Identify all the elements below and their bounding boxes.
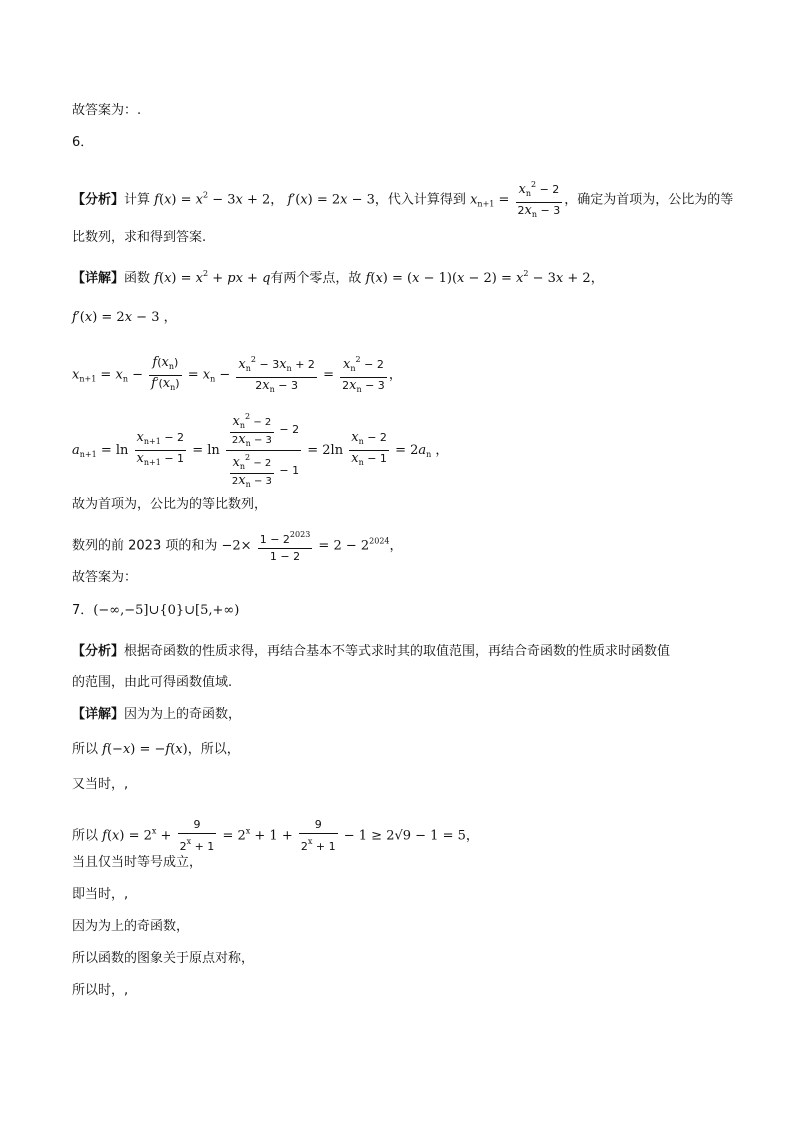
odd-function-line: 所以 f(−x) = −f(x)，所以，	[72, 742, 240, 757]
detail-7: 【详解】因为为上的奇函数，	[72, 707, 242, 722]
analysis-7: 【分析】根据奇函数的性质求得，再结合基本不等式求时其的取值范围，再结合奇函数的性质求时函数值	[72, 644, 671, 659]
inequality-line: 所以 $f(x) = 2^x$ + $\frac{9}{2^x + 1}$ = $2^x + 1$ + $\frac{9}{2^x + 1}$ − 1 ≥ 2√9 − 1 = 5，	[72, 818, 479, 853]
condition-line: 又当时，,	[72, 777, 129, 792]
newton-iteration: $x_{n+1} = x_n$ − $\frac{f(x_n)}{f'(x_n)}$ = $x_n$ − $\frac{x_n^2 - 3x_n + 2}{2x_n - 3}$ = $\frac{x_n^2 - 2}{2x_n - 3}$ ，	[72, 352, 402, 398]
range-negative: 所以时，,	[72, 983, 129, 998]
answer-line-6: 故答案为：	[72, 570, 138, 585]
question-number-7: 7．(−∞,−5]∪{0}∪[5,+∞)	[72, 603, 240, 618]
equality-condition: 当且仅当时等号成立，	[72, 855, 203, 870]
detail-6: 【详解】函数 $f(x) = x^2$ + px + q有两个零点，故 $f(x) = (x - 1)(x - 2) = x^2 - 3x + 2$，	[72, 269, 604, 286]
analysis-7-cont: 的范围，由此可得函数值域.	[72, 675, 233, 690]
analysis-6-cont: 比数列，求和得到答案.	[72, 230, 207, 245]
derivative-line: f′(x) = 2x − 3 ，	[72, 310, 177, 325]
question-number-6: 6．	[72, 135, 94, 150]
odd-function-line-2: 因为为上的奇函数，	[72, 919, 190, 934]
sum-line: 数列的前 2023 项的和为 −2× $\frac{1 - 2^{2023}}{1 - 2}$ = $2 - 2^{2024}$，	[72, 527, 403, 565]
analysis-6: 【分析】计算 $f(x) = x^2 - 3x + 2$， f′(x) = 2x − 3，代入计算得到 $x_{n+1}$ = $\frac{x_n^2 - 2}{2x_n - 3}$ ，确定为首项为，公比为的等	[72, 177, 733, 223]
symmetry-line: 所以函数的图象关于原点对称，	[72, 951, 255, 966]
range-positive: 即当时，,	[72, 887, 129, 902]
answer-line-5: 故答案为：.	[72, 103, 142, 118]
geometric-seq-line: 故为首项为，公比为的等比数列，	[72, 497, 268, 512]
log-recursion: $a_{n+1} = \ln$ $\frac{x_{n+1} - 2}{x_{n+1} - 1}$ = ln $\frac{x_n^2 - 2}{2x_n - 3}$ − 2 $\frac{x_n^2 - 2}{2x_n - 3}$ − 1 = 2ln $\frac{x_n - 2}{x_n - 1}$ = $2a_n$ ，	[72, 412, 449, 489]
